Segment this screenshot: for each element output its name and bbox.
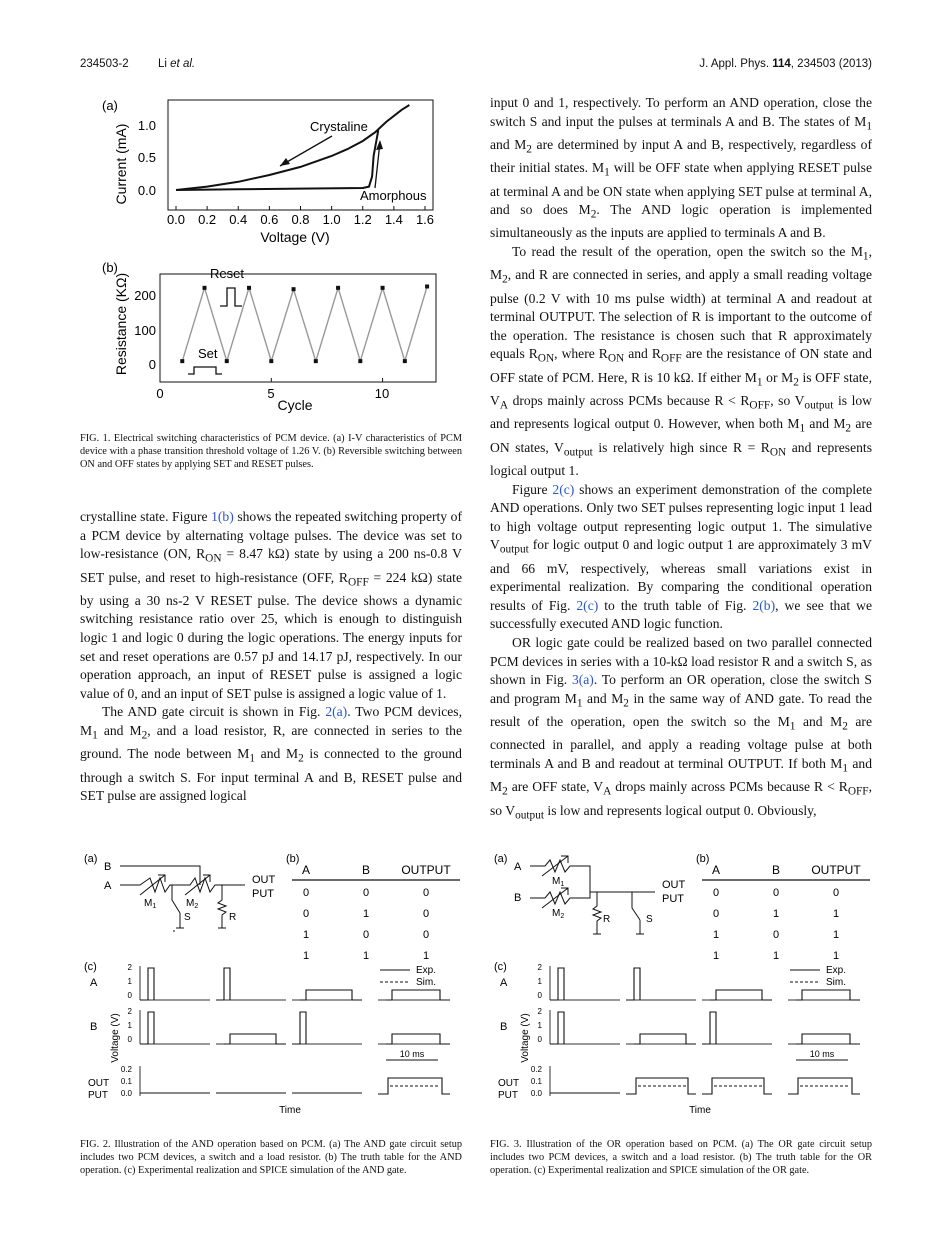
fig2-label-M2: $M_2$ bbox=[186, 898, 199, 910]
fig2-panel-c: (c) bbox=[84, 961, 97, 973]
table-cell: 1 bbox=[302, 950, 310, 962]
fig2-panel-a: (a) bbox=[84, 853, 98, 865]
fig1a-xtick-label: 0.0 bbox=[166, 212, 186, 227]
table-cell: 1 bbox=[832, 929, 840, 941]
fig3-panel-b: (b) bbox=[696, 853, 710, 865]
fig-link[interactable]: 3(a) bbox=[571, 672, 594, 688]
wave-row-label: B bbox=[90, 1021, 98, 1033]
input-pulse bbox=[216, 968, 230, 1000]
fig-link[interactable]: 2(b) bbox=[752, 597, 776, 613]
input-pulse bbox=[550, 1012, 564, 1044]
input-pulse bbox=[634, 1034, 696, 1044]
wave-ytick: 0 bbox=[127, 1035, 132, 1044]
fig1a-panel-label: (a) bbox=[102, 98, 118, 113]
fig1b-ylabel: Resistance (KΩ) bbox=[113, 272, 129, 376]
input-pulse bbox=[300, 990, 362, 1000]
fig1a-yticks bbox=[138, 118, 156, 198]
table-cell: 0 bbox=[772, 929, 780, 941]
input-pulse bbox=[224, 1034, 286, 1044]
table-cell: 1 bbox=[362, 950, 370, 962]
and-truth-table bbox=[292, 863, 460, 962]
output-pulse bbox=[788, 1078, 860, 1094]
wave-ytick: 0.2 bbox=[120, 1065, 132, 1074]
paragraph: OR logic gate could be realized based on two parallel connected PCM devices in series with a 10-kΩ load resistor R and a switch S, as shown in Fig. 3(a). To perform an OR operation, close the switch S and program $M_1$ and $M_2$ in the same way of AND gate. To read the result of the operation, open the switch so the $M_1$ and $M_2$ are connected in parallel, and apply a reading voltage pulse at both terminals A and B and readout at terminal OUTPUT. If both $M_1$ and $M_2$ are OFF state, $V_A$ drops mainly across PCMs because $R < R_{OFF}$, so $V_{output}$ is low and represents logical output 0. Obviously, bbox=[490, 635, 872, 822]
right-column bbox=[490, 94, 872, 825]
wave-ytick: 1 bbox=[537, 1021, 542, 1030]
or-waveforms bbox=[498, 963, 860, 1116]
fig1a-ylabel: Current (mA) bbox=[113, 123, 129, 205]
table-cell: 0 bbox=[422, 929, 430, 941]
fig2-label-A: A bbox=[104, 880, 112, 892]
wave-row-label: A bbox=[500, 977, 508, 989]
fig2-label-R: R bbox=[229, 912, 237, 923]
fig2-caption: FIG. 2. Illustration of the AND operation based on PCM. (a) The AND gate circuit setup includes two PCM devices, a switch and a load resistor. (b) The truth table for the AND operation. (c) Experimental realization and SPICE simulation of the AND gate. bbox=[80, 1139, 462, 1177]
paragraph: The AND gate circuit is shown in Fig. 2(a). Two PCM devices, $M_1$ and $M_2$, and a load resistor, R, are connected in series to the ground. The node between $M_1$ and $M_2$ is connected to the ground through a switch S. For input terminal A and B, RESET pulse and SET pulse are assigned logical bbox=[80, 704, 462, 804]
wave-row-label: OUT bbox=[498, 1078, 520, 1089]
fig2-label-S: S bbox=[184, 912, 191, 923]
set-pulse-icon bbox=[188, 367, 222, 374]
and-circuit bbox=[120, 866, 245, 932]
wave-ytick: 2 bbox=[127, 963, 132, 972]
paragraph: input 0 and 1, respectively. To perform an AND operation, close the switch S and input the pulses at terminals A and B. The states of $M_1$ and $M_2$ are determined by input A and B, respectively, regardless of their initial states. $M_1$ will be OFF state when applying RESET pulse at terminal A and be ON state when applying SET pulse at terminal A, and so does $M_2$. The AND logic operation is implemented simultaneously as the inputs are applied to terminals A and B. bbox=[490, 95, 872, 241]
input-pulse bbox=[386, 990, 450, 1000]
paragraph: crystalline state. Figure 1(b) shows the repeated switching property of a PCM device by alternating voltage pulses. The device was set to low-resistance (ON, $R_{ON} = 8.47$ kΩ) state by using a 200 ns-0.8 V SET pulse, and reset to high-resistance (OFF, $R_{OFF} = 224$ kΩ) state by using a 30 ns-2 V RESET pulse. The device shows a dynamic switching resistance ratio over 25, which is enough to distinguish logic 1 and logic 0 during the logic operations. The energy inputs for set and reset operations are 0.57 pJ and 14.17 pJ, respectively. In our operation approach, an input of RESET pulse is assigned a logic value of 0, and an input of SET pulse is assigned a logic value of 1. bbox=[80, 509, 462, 701]
table-header: A bbox=[301, 863, 311, 877]
fig1b-ytick: 0 bbox=[148, 357, 156, 372]
resistance-point bbox=[425, 284, 429, 288]
wave-row-label: PUT bbox=[88, 1090, 108, 1101]
wave-ytick: 0.0 bbox=[530, 1089, 542, 1098]
input-pulse bbox=[710, 990, 772, 1000]
fig2-panel-b: (b) bbox=[286, 853, 300, 865]
input-pulse bbox=[550, 968, 564, 1000]
table-cell: 1 bbox=[832, 950, 840, 962]
fig2-label-M1: $M_1$ bbox=[144, 898, 157, 910]
fig3-label-A: A bbox=[514, 861, 522, 873]
input-pulse bbox=[386, 1034, 450, 1044]
fig3-panel-c: (c) bbox=[494, 961, 507, 973]
input-pulse bbox=[292, 1012, 306, 1044]
table-cell: 0 bbox=[422, 887, 430, 899]
arrow-head-icon bbox=[280, 158, 290, 166]
and-waveforms bbox=[88, 963, 450, 1116]
fig1b-xlabel: Cycle bbox=[277, 397, 313, 413]
fig3-label-S: S bbox=[646, 914, 653, 925]
fig3-label-B: B bbox=[514, 892, 522, 904]
wave-ytick: 0 bbox=[537, 1035, 542, 1044]
fig1-caption: FIG. 1. Electrical switching characteristics of PCM device. (a) I-V characteristics of PCM device with a phase transition threshold voltage of 1.26 V. (b) Reversible switching between ON and OFF states by applying SET and RESET pulses. bbox=[80, 433, 462, 471]
amorphous-curve bbox=[176, 130, 378, 190]
wave-ytick: 1 bbox=[127, 977, 132, 986]
table-cell: 1 bbox=[302, 929, 310, 941]
fig1b-panel-label: (b) bbox=[102, 260, 118, 275]
fig3-label-M2: $M_2$ bbox=[552, 908, 565, 920]
fig2-label-put: PUT bbox=[252, 888, 274, 900]
input-pulse bbox=[140, 968, 154, 1000]
wave-row-label: OUT bbox=[88, 1078, 110, 1089]
table-cell: 0 bbox=[302, 908, 310, 920]
fig1b-xtick: 5 bbox=[267, 386, 275, 401]
fig2-label-B: B bbox=[104, 861, 112, 873]
wave-ytick: 0 bbox=[537, 991, 542, 1000]
table-cell: 1 bbox=[832, 908, 840, 920]
wave-ytick: 1 bbox=[127, 1021, 132, 1030]
ms-label: 10 ms bbox=[809, 1049, 835, 1059]
fig1a-xlabel: Voltage (V) bbox=[260, 229, 330, 245]
figure-1 bbox=[80, 92, 470, 422]
fig1a-xtick-label: 1.6 bbox=[415, 212, 435, 227]
fig-link[interactable]: 2(c) bbox=[552, 481, 575, 497]
fig1b-xticks bbox=[156, 386, 389, 401]
figure-3 bbox=[490, 848, 875, 1128]
legend-sim: Sim. bbox=[416, 977, 436, 988]
running-author: Li et al. bbox=[158, 58, 196, 70]
wave-row-label: B bbox=[500, 1021, 508, 1033]
output-pulse bbox=[378, 1078, 450, 1094]
fig1b-label-set: Set bbox=[198, 346, 218, 361]
resistance-point bbox=[292, 287, 296, 291]
fig-link[interactable]: 2(a) bbox=[325, 704, 348, 720]
fig1a-xtick-label: 0.6 bbox=[260, 212, 279, 227]
table-cell: 1 bbox=[772, 950, 780, 962]
table-cell: 1 bbox=[712, 950, 720, 962]
fig-link[interactable]: 1(b) bbox=[211, 509, 234, 524]
table-cell: 1 bbox=[772, 908, 780, 920]
paragraph: To read the result of the operation, open the switch so the $M_1$, $M_2$, and R are connected in series, and apply a small reading voltage pulse (0.2 V with 10 ms pulse width) at terminal A and readout at terminal OUTPUT. The selection of R is important to the outcome of the operation. The resistance is chosen such that R approximately equals $R_{ON}$, where $R_{ON}$ and $R_{OFF}$ are the resistance of ON state and OFF state of PCM. Here, R is 10 kΩ. If either $M_1$ or $M_2$ is OFF state, $V_A$ drops mainly across PCMs because $R < R_{OFF}$, so $V_{output}$ is low and represents logical output 0. However, when both $M_1$ and $M_2$ are ON states, $V_{output}$ is relatively high since $R = R_{ON}$ and represents logical output 1. bbox=[490, 244, 872, 478]
fig1a-xticks bbox=[167, 212, 434, 227]
ms-label: 10 ms bbox=[399, 1049, 425, 1059]
input-pulse bbox=[796, 1034, 860, 1044]
table-header: OUTPUT bbox=[811, 863, 861, 877]
reset-pulse-icon bbox=[220, 288, 242, 306]
left-column bbox=[80, 508, 462, 806]
fig3-label-M1: $M_1$ bbox=[552, 876, 565, 888]
resistance-point bbox=[269, 359, 273, 363]
figure-2 bbox=[80, 848, 465, 1128]
input-pulse bbox=[140, 1012, 154, 1044]
fig1a-xtick-label: 1.0 bbox=[322, 212, 341, 227]
input-pulse bbox=[626, 968, 640, 1000]
fig1a-xtick-label: 0.2 bbox=[198, 212, 217, 227]
fig1a-xtick-label: 1.2 bbox=[353, 212, 372, 227]
wave-row-label: A bbox=[90, 977, 98, 989]
resistance-point bbox=[225, 359, 229, 363]
wave-ytick: 2 bbox=[537, 1007, 542, 1016]
table-cell: 0 bbox=[712, 887, 720, 899]
fig-link[interactable]: 2(c) bbox=[576, 597, 599, 613]
table-header: B bbox=[361, 863, 371, 877]
table-cell: 0 bbox=[832, 887, 840, 899]
input-pulse bbox=[702, 1012, 716, 1044]
fig2-label-out: OUT bbox=[252, 874, 276, 886]
resistance-point bbox=[336, 286, 340, 290]
table-cell: 0 bbox=[422, 908, 430, 920]
fig1b-label-reset: Reset bbox=[210, 266, 244, 281]
wave-ytick: 1 bbox=[537, 977, 542, 986]
wave-ytick: 2 bbox=[127, 1007, 132, 1016]
fig1a-xtick-label: 1.4 bbox=[384, 212, 403, 227]
fig1b-yticks bbox=[134, 288, 156, 372]
wave-ytick: 0 bbox=[127, 991, 132, 1000]
resistance-point bbox=[180, 359, 184, 363]
wave-xlabel: Time bbox=[689, 1105, 711, 1116]
table-cell: 0 bbox=[712, 908, 720, 920]
fig1a-ytick: 0.0 bbox=[137, 183, 156, 198]
resistance-point bbox=[247, 286, 251, 290]
table-cell: 0 bbox=[362, 929, 370, 941]
table-cell: 1 bbox=[712, 929, 720, 941]
table-cell: 0 bbox=[302, 887, 310, 899]
fig1a-ytick: 0.5 bbox=[137, 150, 156, 165]
fig1b-ytick: 200 bbox=[134, 288, 156, 303]
or-circuit bbox=[530, 856, 655, 934]
resistance-point bbox=[358, 359, 362, 363]
page-number: 234503-2 bbox=[80, 58, 129, 70]
resistance-point bbox=[403, 359, 407, 363]
wave-ylabel: Voltage (V) bbox=[110, 1013, 121, 1063]
fig3-panel-a: (a) bbox=[494, 853, 508, 865]
wave-ylabel: Voltage (V) bbox=[520, 1013, 531, 1063]
fig1a-xtick-label: 0.4 bbox=[229, 212, 248, 227]
fig1b-ytick: 100 bbox=[134, 323, 156, 338]
fig1a-label-crystaline: Crystaline bbox=[310, 119, 368, 134]
table-header: A bbox=[711, 863, 721, 877]
resistance-line bbox=[182, 287, 427, 362]
running-journal: J. Appl. Phys. 114, 234503 (2013) bbox=[699, 58, 872, 70]
legend-sim: Sim. bbox=[826, 977, 846, 988]
table-cell: 1 bbox=[422, 950, 430, 962]
fig1a-label-amorphous: Amorphous bbox=[360, 188, 427, 203]
wave-xlabel: Time bbox=[279, 1105, 301, 1116]
fig1a-ytick: 1.0 bbox=[137, 118, 156, 133]
resistance-point bbox=[381, 286, 385, 290]
wave-ytick: 0.0 bbox=[120, 1089, 132, 1098]
table-cell: 0 bbox=[362, 887, 370, 899]
paragraph: Figure 2(c) shows an experiment demonstration of the complete AND operations. Only two SET pulses representing logic input 1 lead to high voltage output representing logic output 1. The simulative $V_{output}$ for logic output 0 and logic output 1 are approximately 3 mV and 66 mV, respectively, whereas small variations exist in experimental realization. By comparing the conditional operation results of Fig. 2(c) to the truth table of Fig. 2(b), we see that we successfully executed AND logic function. bbox=[490, 481, 873, 632]
table-header: B bbox=[771, 863, 781, 877]
fig1b-plot bbox=[160, 274, 436, 382]
fig3-caption: FIG. 3. Illustration of the OR operation based on PCM. (a) The OR gate circuit setup includes two PCM devices, a switch and a load resistor. (b) The truth table for the OR operation. (c) Experimental realization and SPICE simulation of the OR gate. bbox=[490, 1139, 872, 1177]
fig1a-xtick-label: 0.8 bbox=[291, 212, 310, 227]
wave-ytick: 0.1 bbox=[120, 1077, 132, 1086]
table-cell: 0 bbox=[772, 887, 780, 899]
legend-exp: Exp. bbox=[416, 965, 437, 976]
or-truth-table bbox=[702, 863, 870, 962]
wave-ytick: 0.2 bbox=[530, 1065, 542, 1074]
input-pulse bbox=[796, 990, 860, 1000]
fig1b-xtick: 10 bbox=[374, 386, 390, 401]
legend-exp: Exp. bbox=[826, 965, 847, 976]
fig1b-xtick: 0 bbox=[156, 386, 164, 401]
resistance-point bbox=[314, 359, 318, 363]
resistance-point bbox=[203, 286, 207, 290]
table-cell: 1 bbox=[362, 908, 370, 920]
wave-ytick: 0.1 bbox=[530, 1077, 542, 1086]
wave-row-label: PUT bbox=[498, 1090, 518, 1101]
fig3-label-out: OUT bbox=[662, 879, 686, 891]
wave-ytick: 2 bbox=[537, 963, 542, 972]
table-header: OUTPUT bbox=[401, 863, 451, 877]
fig3-label-put: PUT bbox=[662, 893, 684, 905]
fig3-label-R: R bbox=[603, 914, 611, 925]
